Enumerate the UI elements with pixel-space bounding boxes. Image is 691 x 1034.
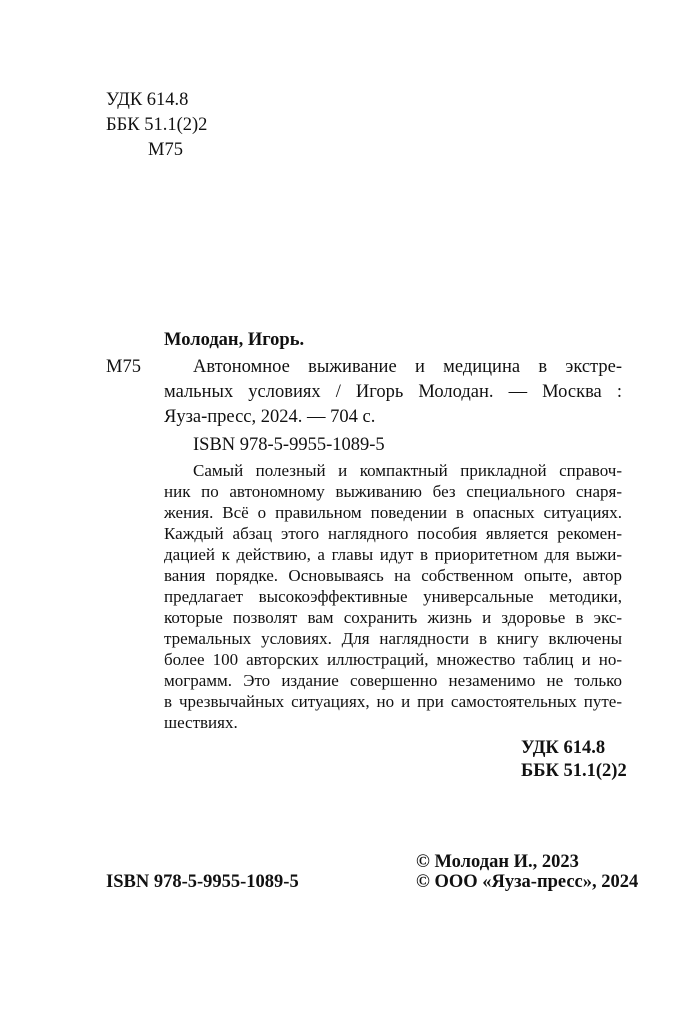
annotation-line-8: которые позволят вам сохранить жизнь и здоровье в экс- (164, 608, 622, 627)
entry-mark: М75 (106, 357, 141, 377)
annotation-line-7: предлагает высокоэффективные универсальные методики, (164, 587, 622, 606)
entry-isbn: ISBN 978-5-9955-1089-5 (193, 435, 385, 455)
copyright-publisher: © ООО «Яуза-пресс», 2024 (416, 872, 639, 892)
footer-isbn: ISBN 978-5-9955-1089-5 (106, 872, 299, 892)
entry-title-line-3: Яуза-пресс, 2024. — 704 с. (164, 407, 376, 427)
annotation-line-2: ник по автономному выживанию без специального снаря- (164, 482, 622, 501)
annotation-line-12: в чрезвычайных ситуациях, но и при самостоятельных путе- (164, 692, 622, 711)
annotation-line-11: мограмм. Это издание совершенно незаменимо не только (164, 671, 622, 690)
entry-author: Молодан, Игорь. (164, 330, 305, 350)
annotation-line-4: Каждый абзац этого наглядного пособия является рекомен- (164, 524, 622, 543)
annotation-line-10: более 100 авторских иллюстраций, множество таблиц и но- (164, 650, 622, 669)
udk-bottom: УДК 614.8 (521, 738, 606, 758)
udk-top: УДК 614.8 (106, 90, 189, 110)
entry-title-line-2: мальных условиях / Игорь Молодан. — Москва : (164, 382, 622, 402)
bbk-top: ББК 51.1(2)2 (106, 115, 208, 135)
annotation-line-5: дацией к действию, а главы идут в приоритетном для выжи- (164, 545, 622, 564)
annotation-line-13: шествиях. (164, 713, 238, 732)
annotation-line-6: вания порядке. Основываясь на собственном опыте, автор (164, 566, 622, 585)
copyright-author: © Молодан И., 2023 (416, 852, 579, 872)
annotation-line-3: жения. Всё о правильном поведении в опасных ситуациях. (164, 503, 622, 522)
annotation-line-9: тремальных условиях. Для наглядности в книгу включены (164, 629, 622, 648)
annotation-line-1: Самый полезный и компактный прикладной справоч- (193, 461, 622, 480)
bbk-bottom: ББК 51.1(2)2 (521, 761, 627, 781)
author-mark-top: М75 (148, 140, 183, 160)
entry-title-line-1: Автономное выживание и медицина в экстре- (193, 357, 622, 377)
